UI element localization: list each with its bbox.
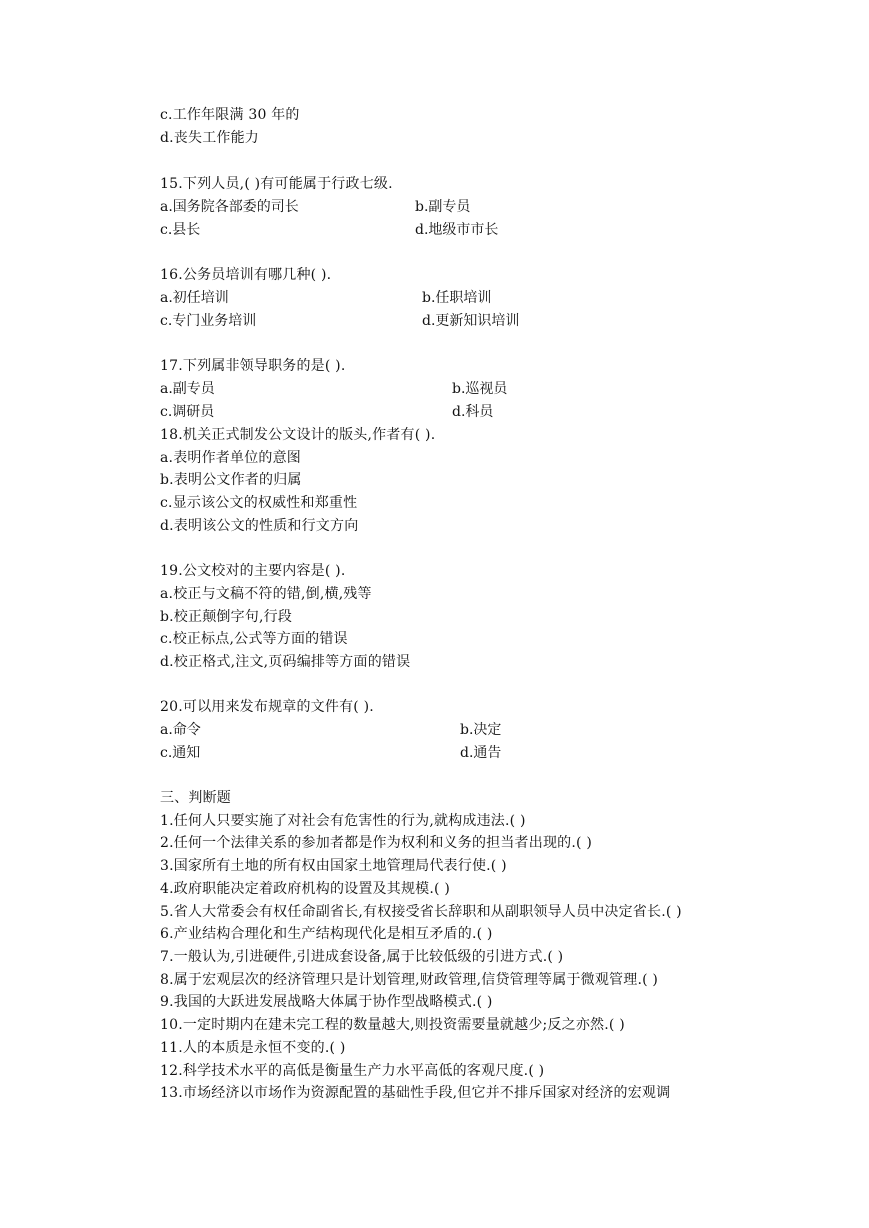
question-17-option-a: a.副专员	[160, 381, 215, 397]
question-17-option-b: b.巡视员	[452, 381, 508, 397]
question-20-option-b: b.决定	[460, 722, 502, 738]
judgment-item: 10.一定时期内在建未完工程的数量越大,则投资需要量就越少;反之亦然.( )	[160, 1017, 625, 1033]
judgment-item: 6.产业结构合理化和生产结构现代化是相互矛盾的.( )	[160, 926, 493, 942]
question-20-option-d: d.通告	[460, 745, 502, 761]
question-18-option-b: b.表明公文作者的归属	[160, 472, 302, 488]
question-15-option-c: c.县长	[160, 222, 201, 238]
judgment-item: 8.属于宏观层次的经济管理只是计划管理,财政管理,信贷管理等属于微观管理.( )	[160, 972, 659, 988]
question-16-option-b: b.任职培训	[422, 290, 492, 306]
question-17-stem: 17.下列属非领导职务的是( ).	[160, 358, 346, 374]
question-20-option-c: c.通知	[160, 745, 201, 761]
judgment-item: 9.我国的大跃进发展战略大体属于协作型战略模式.( )	[160, 994, 493, 1010]
question-17-option-d: d.科员	[452, 404, 494, 420]
question-18-stem: 18.机关正式制发公文设计的版头,作者有( ).	[160, 427, 436, 443]
question-16-stem: 16.公务员培训有哪几种( ).	[160, 267, 332, 283]
judgment-item: 3.国家所有土地的所有权由国家土地管理局代表行使.( )	[160, 858, 507, 874]
question-15-option-d: d.地级市市长	[415, 222, 499, 238]
question-18-option-a: a.表明作者单位的意图	[160, 450, 301, 466]
judgment-item: 2.任何一个法律关系的参加者都是作为权利和义务的担当者出现的.( )	[160, 835, 592, 851]
question-19-option-d: d.校正格式,注文,页码编排等方面的错误	[160, 654, 411, 670]
judgment-item: 13.市场经济以市场作为资源配置的基础性手段,但它并不排斥国家对经济的宏观调	[160, 1085, 671, 1101]
question-15-stem: 15.下列人员,( )有可能属于行政七级.	[160, 176, 393, 192]
section-heading: 三、判断题	[160, 790, 231, 806]
question-18-option-c: c.显示该公文的权威性和郑重性	[160, 495, 358, 511]
judgment-item: 4.政府职能决定着政府机构的设置及其规模.( )	[160, 881, 450, 897]
question-15-option-b: b.副专员	[415, 199, 471, 215]
question-19-option-b: b.校正颠倒字句,行段	[160, 609, 293, 625]
judgment-item: 12.科学技术水平的高低是衡量生产力水平高低的客观尺度.( )	[160, 1063, 545, 1079]
question-16-option-d: d.更新知识培训	[422, 313, 520, 329]
judgment-item: 1.任何人只要实施了对社会有危害性的行为,就构成违法.( )	[160, 813, 526, 829]
question-15-option-a: a.国务院各部委的司长	[160, 199, 299, 215]
judgment-item: 11.人的本质是永恒不变的.( )	[160, 1040, 346, 1056]
option-c: c.工作年限满 30 年的	[160, 107, 300, 123]
question-20-option-a: a.命令	[160, 722, 201, 738]
question-18-option-d: d.表明该公文的性质和行文方向	[160, 518, 359, 534]
judgment-item: 7.一般认为,引进硬件,引进成套设备,属于比较低级的引进方式.( )	[160, 949, 564, 965]
question-19-option-c: c.校正标点,公式等方面的错误	[160, 631, 348, 647]
question-17-option-c: c.调研员	[160, 404, 215, 420]
question-20-stem: 20.可以用来发布规章的文件有( ).	[160, 699, 374, 715]
option-d: d.丧失工作能力	[160, 130, 260, 146]
question-16-option-c: c.专门业务培训	[160, 313, 257, 329]
question-19-stem: 19.公文校对的主要内容是( ).	[160, 563, 346, 579]
question-19-option-a: a.校正与文稿不符的错,倒,横,残等	[160, 586, 372, 602]
question-16-option-a: a.初任培训	[160, 290, 229, 306]
judgment-item: 5.省人大常委会有权任命副省长,有权接受省长辞职和从副职领导人员中决定省长.( )	[160, 904, 682, 920]
